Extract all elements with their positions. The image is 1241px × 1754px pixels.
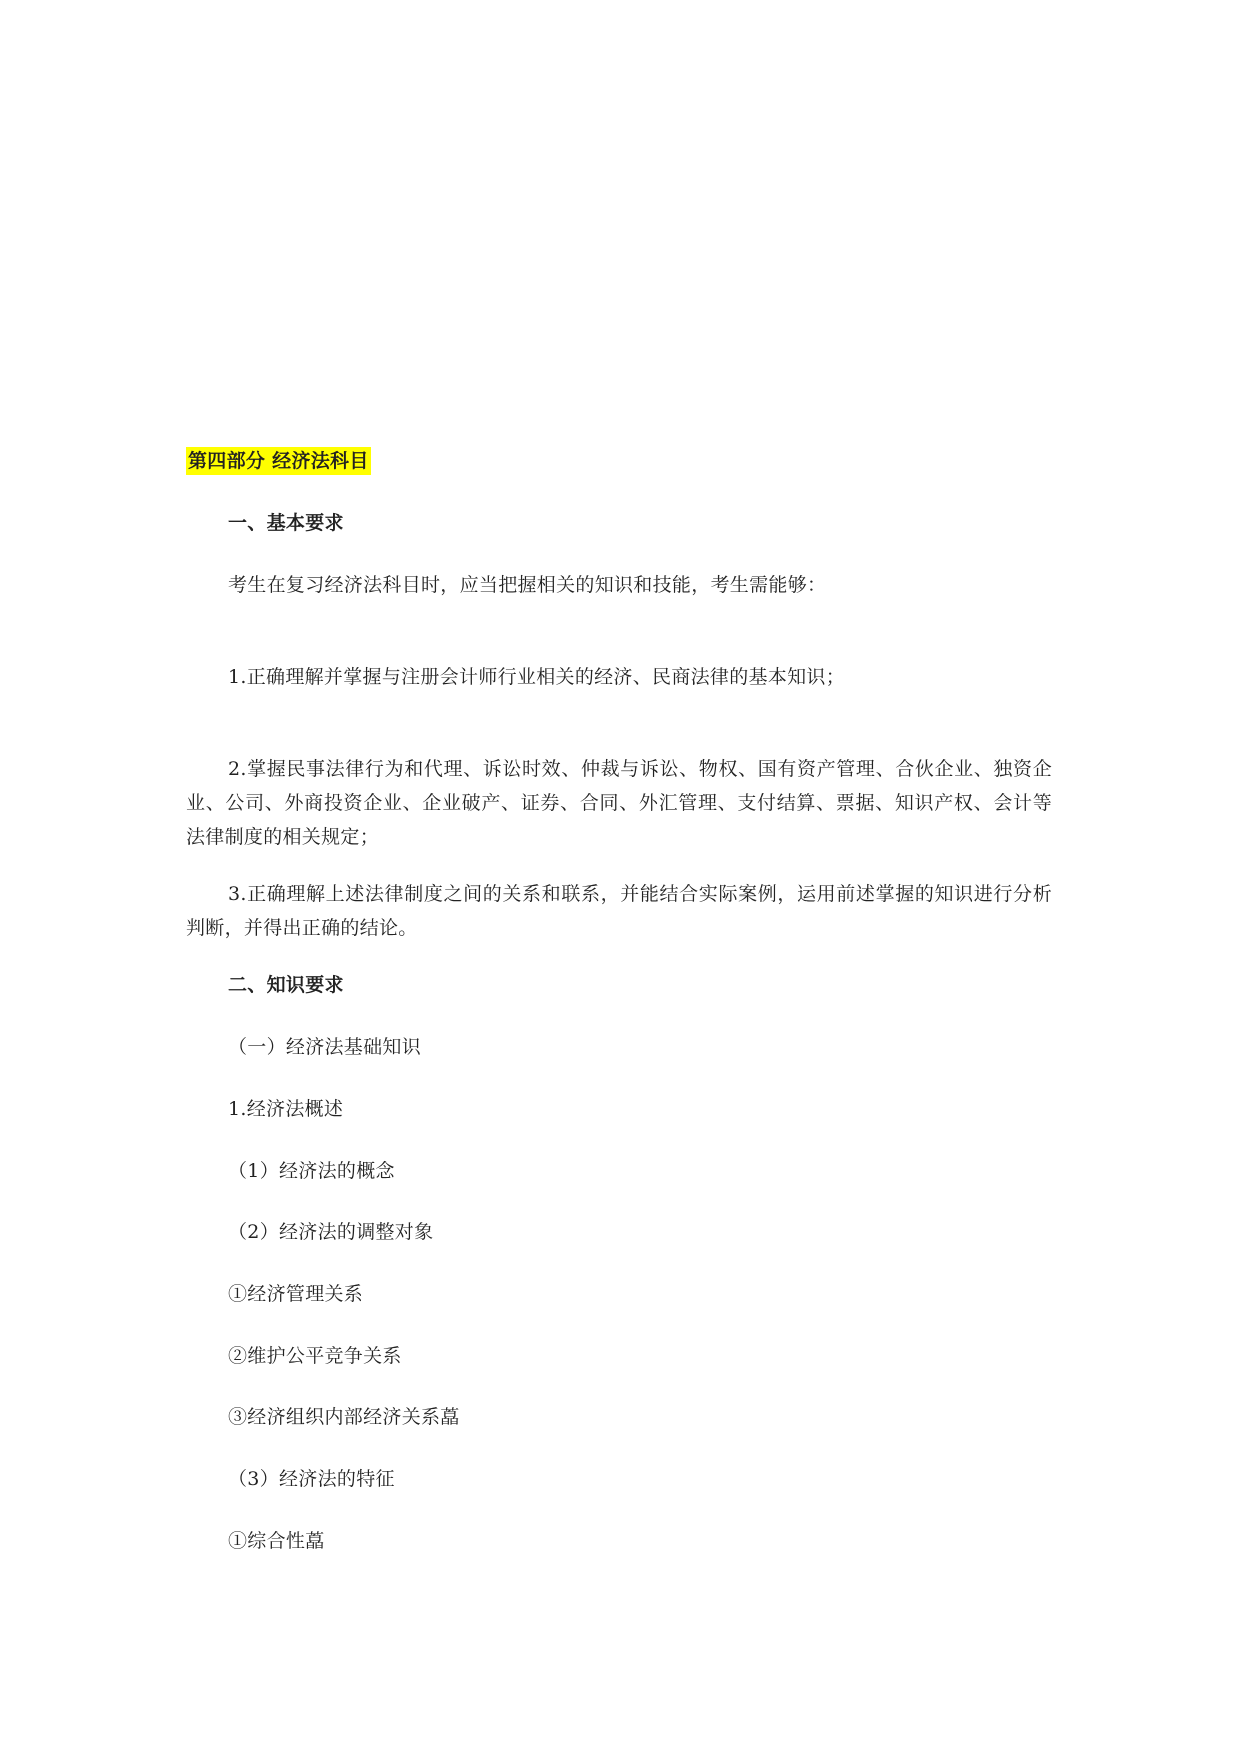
requirement-item-1: 1.正确理解并掌握与注册会计师行业相关的经济、民商法律的基本知识； [228, 666, 846, 688]
requirement-item-3: 3.正确理解上述法律制度之间的关系和联系，并能结合实际案例，运用前述掌握的知识进行分析判断，并得出正确的结论。 [186, 883, 1052, 939]
part-title: 第四部分 经济法科目 [186, 447, 371, 475]
section-heading-knowledge-requirements: 二、知识要求 [228, 974, 344, 996]
subpoint-comprehensive: ①综合性藠 [228, 1530, 325, 1552]
point-concept: （1）经济法的概念 [228, 1160, 395, 1182]
subpoint-internal-relations: ③经济组织内部经济关系藠 [228, 1406, 460, 1428]
subsection-economic-law-basics: （一）经济法基础知识 [228, 1036, 422, 1058]
section-heading-basic-requirements: 一、基本要求 [228, 512, 344, 534]
point-adjustment-object: （2）经济法的调整对象 [228, 1221, 434, 1243]
subpoint-fair-competition: ②维护公平竞争关系 [228, 1345, 402, 1367]
intro-paragraph: 考生在复习经济法科目时，应当把握相关的知识和技能，考生需能够： [228, 574, 827, 596]
requirement-item-2: 2.掌握民事法律行为和代理、诉讼时效、仲裁与诉讼、物权、国有资产管理、合伙企业、独资企业、公司、外商投资企业、企业破产、证券、合同、外汇管理、支付结算、票据、知识产权、会计等法律制度的相关规定； [186, 758, 1052, 848]
point-characteristics: （3）经济法的特征 [228, 1468, 395, 1490]
subpoint-economic-management: ①经济管理关系 [228, 1283, 364, 1305]
topic-economic-law-overview: 1.经济法概述 [228, 1098, 344, 1120]
